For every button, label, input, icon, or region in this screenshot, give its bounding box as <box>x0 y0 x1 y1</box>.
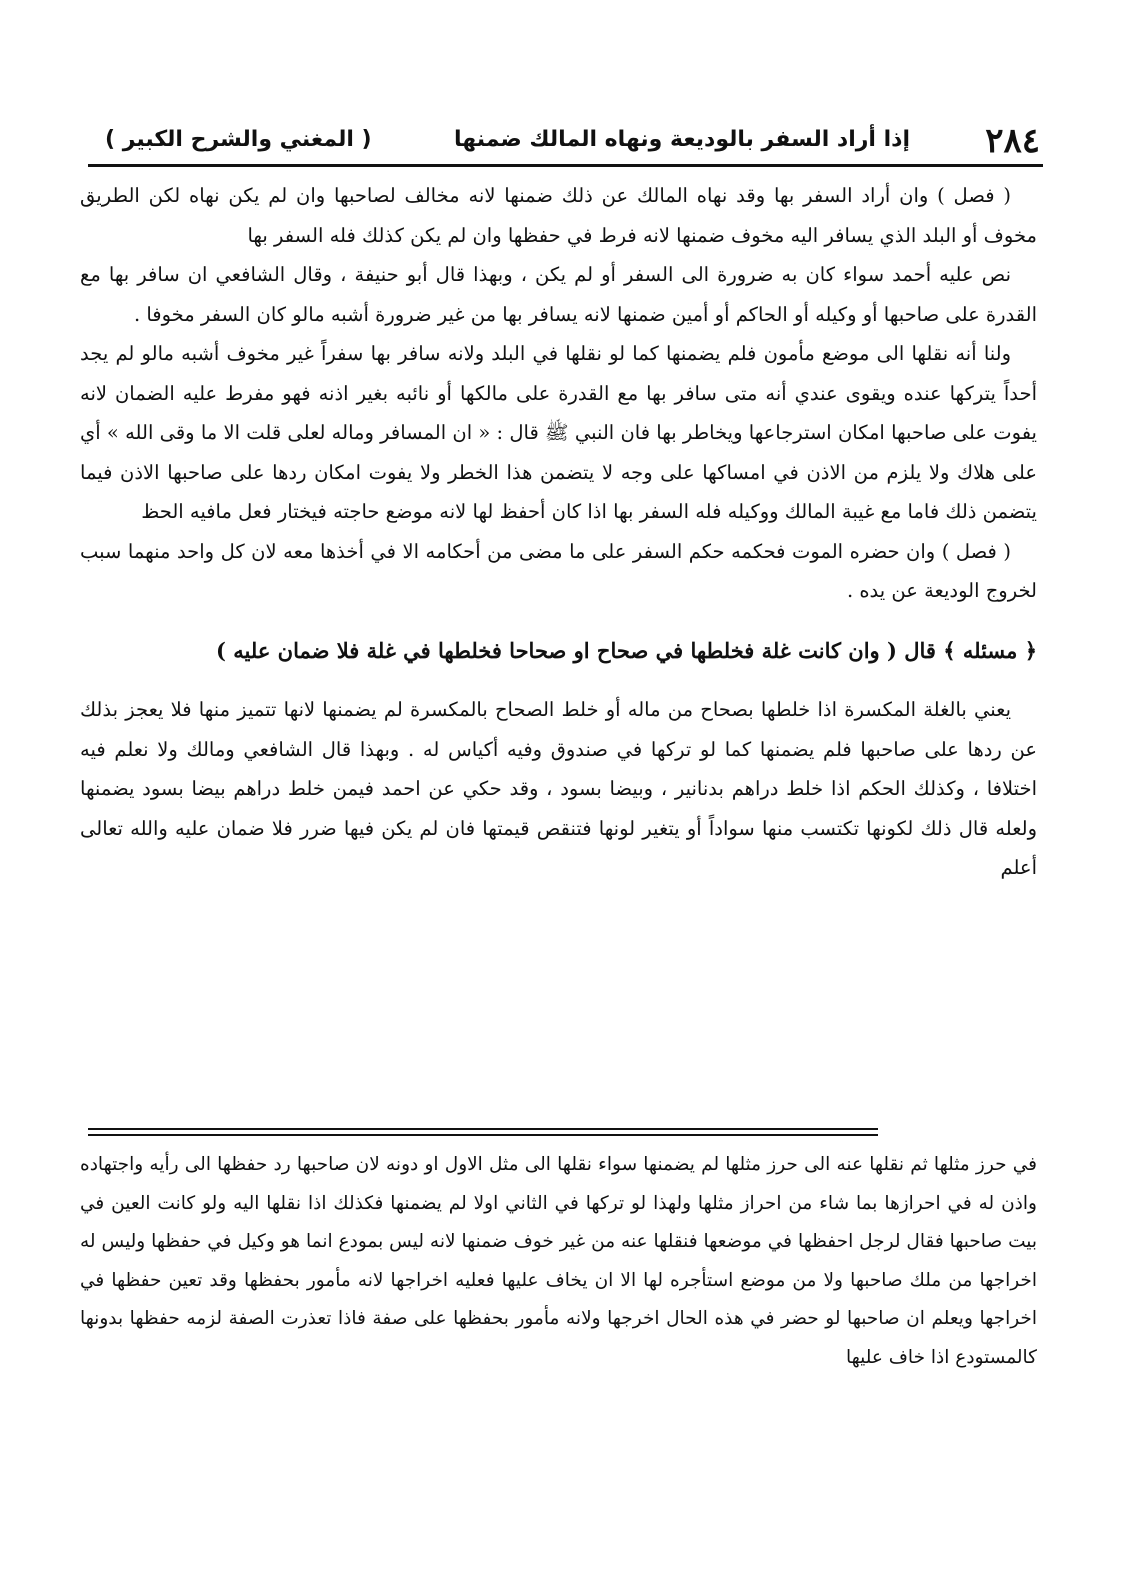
footnote-divider-bottom <box>88 1134 878 1136</box>
footnote <box>80 1146 1037 1377</box>
header-divider <box>88 164 1043 167</box>
footnote-text: في حرز مثلها ثم نقلها عنه الى حرز مثلها لم يضمنها سواء نقلها الى مثل الاول او دونه لان صاحبها رد حفظها الى رأيه واجتهاده واذن له في احرازها بما شاء من احراز مثلها ولهذا لو تركها في الثاني اولا لم يضمنها فكذلك اذا نقلها اليه ولو كانت العين في بيت صاحبها فقال لرجل احفظها في موضعها فنقلها عنه من غير خوف ضمنها لانه ليس بمودع انما هو وكيل في حفظها وليس له اخراجها من ملك صاحبها ولا من موضع استأجره لها الا ان يخاف عليها فعليه اخراجها لانه مأمور بحفظها وقد تعين حفظها في اخراجها ويعلم ان صاحبها لو حضر في هذه الحال اخرجها ولانه مأمور بحفظها على صفة فاذا تعذرت الصفة لزمه حفظها بدونها كالمستودع اذا خاف عليها <box>80 1154 1037 1368</box>
paragraph-fasl-travel: ( فصل ) وان أراد السفر بها وقد نهاه المالك عن ذلك ضمنها لانه مخالف لصاحبها وان لم يكن نهاه لكن الطريق مخوف أو البلد الذي يسافر اليه مخوف ضمنها لانه فرط في حفظها وان لم يكن كذلك فله السفر بها <box>80 184 1037 247</box>
masala-heading: ﴿ مسئله ﴾ قال ( وان كانت غلة فخلطها في صحاح او صحاحا فخلطها في غلة فلا ضمان عليه ) <box>216 637 1037 663</box>
paragraph-fasl-death: ( فصل ) وان حضره الموت فحكمه حكم السفر على ما مضى من أحكامه الا في أخذها معه لان كل واحد منهما سبب لخروج الوديعة عن يده . <box>80 539 1037 602</box>
running-header <box>95 116 1040 166</box>
paragraph-argument: ولنا أنه نقلها الى موضع مأمون فلم يضمنها كما لو نقلها في البلد ولانه سافر بها سفراً غير مخوف أشبه مالو لم يجد أحداً يتركها عنده ويقوى عندي أنه متى سافر بها مع القدرة على مالكها أو نائبه بغير اذنه فهو مفرط عليه الضمان لانه يفوت على صاحبها امكان استرجاعها ويخاطر بها فان النبي ﷺ قال : « ان المسافر وماله لعلى قلت الا ما وقى الله » أي على هلاك ولا يلزم من الاذن في امساكها على وجه لا يتضمن هذا الخطر ولا يفوت امكان ردها على صاحبها الاذن فيما يتضمن ذلك فاما مع غيبة المالك ووكيله فله السفر بها اذا كان أحفظ لها لانه موضع حاجته فيختار فعل مافيه الحظ <box>80 342 1037 523</box>
page-number: ٢٨٤ <box>985 121 1040 161</box>
footnote-divider-top <box>88 1128 878 1130</box>
book-title: ( المغني والشرح الكبير ) <box>105 127 372 152</box>
main-text <box>80 176 1037 888</box>
paragraph-ahmad-text: نص عليه أحمد سواء كان به ضرورة الى السفر أو لم يكن ، وبهذا قال أبو حنيفة ، وقال الشافعي ان سافر بها مع القدرة على صاحبها أو وكيله أو الحاكم أو أمين ضمنها لانه يسافر بها من غير ضرورة أشبه مالو كان السفر مخوفا . <box>80 263 1037 326</box>
running-title: إذا أراد السفر بالوديعة ونهاه المالك ضمنها <box>454 127 910 152</box>
paragraph-explanation: يعني بالغلة المكسرة اذا خلطها بصحاح من ماله أو خلط الصحاح بالمكسرة لم يضمنها لانها تتميز منها فلا يعجز بذلك عن ردها على صاحبها فلم يضمنها كما لو تركها في صندوق وفيه أكياس له . وبهذا قال الشافعي ومالك ولا نعلم فيه اختلافا ، وكذلك الحكم اذا خلط دراهم بدنانير ، وبيضا بسود ، وقد حكي عن احمد فيمن خلط دراهم بيضا بسود يضمنها ولعله قال ذلك لكونها تكتسب منها سواداً أو يتغير لونها فتنقص قيمتها فان لم يكن فيها ضرر فلا ضمان عليه والله تعالى أعلم <box>80 698 1037 879</box>
